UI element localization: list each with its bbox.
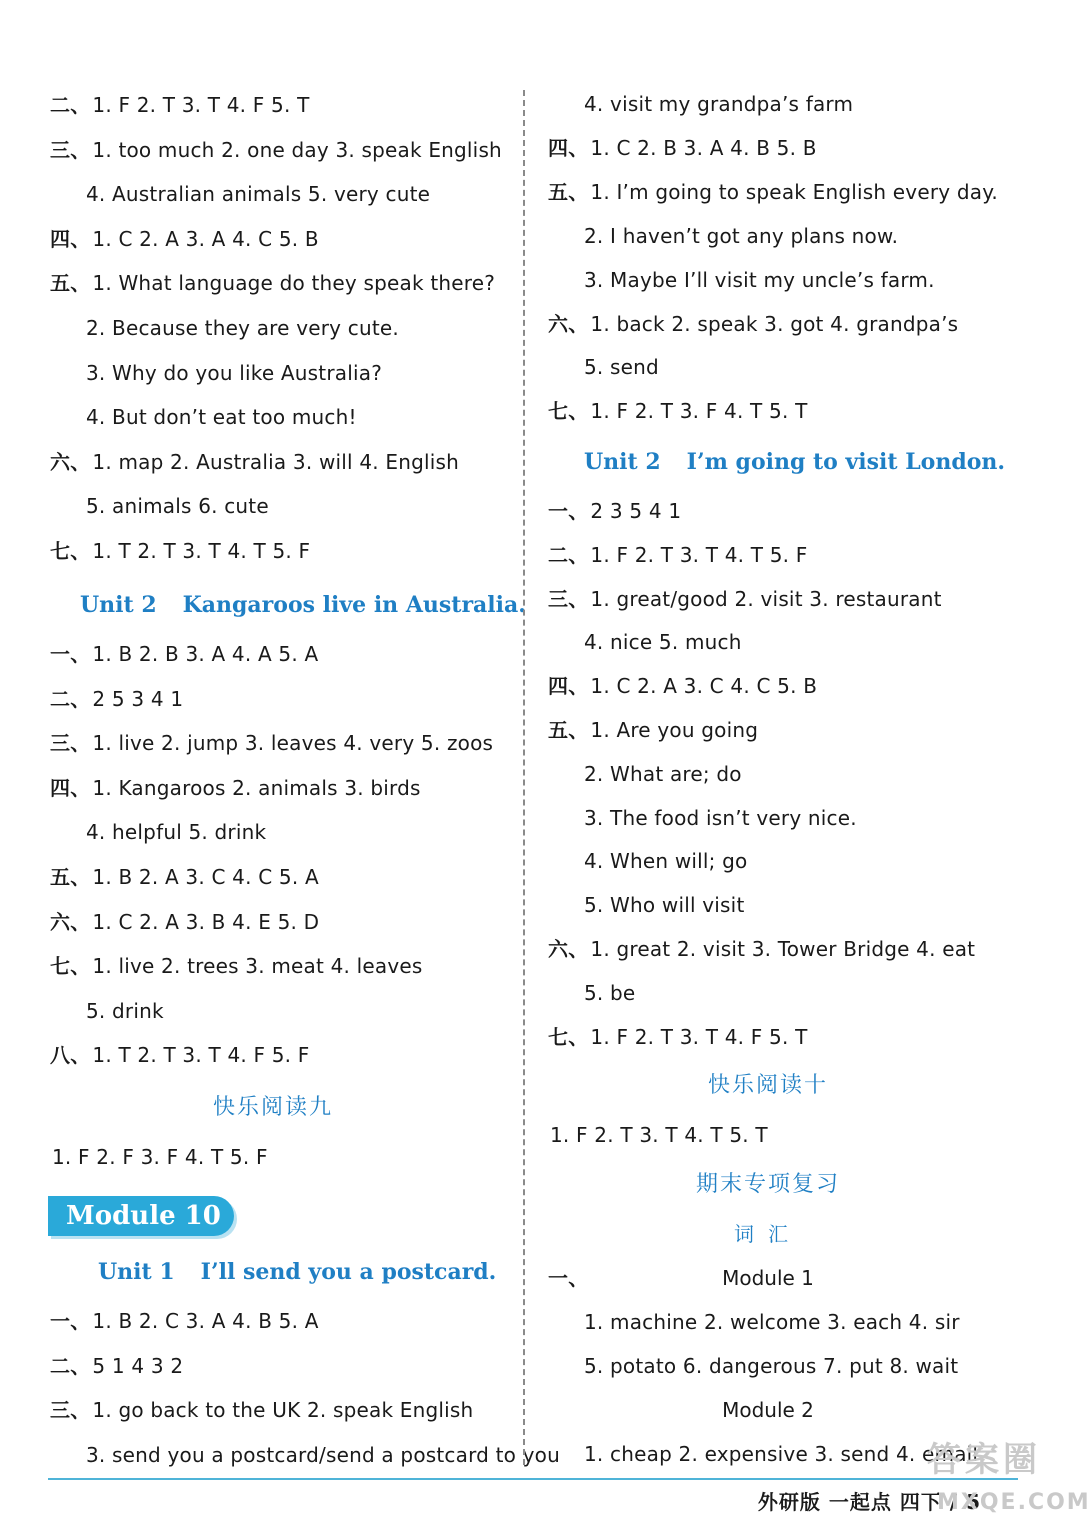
answer-line [582, 757, 742, 791]
answer-line [582, 801, 857, 835]
question-number: 六、 [50, 449, 91, 474]
column-divider [523, 90, 525, 1465]
unit-title: I’m going to visit London. [686, 449, 1006, 475]
answer-line [582, 350, 659, 384]
answer-text: 3. Why do you like Australia? [86, 360, 383, 385]
answer-line [548, 131, 817, 165]
answer-text: 3. send you a postcard/send a postcard to you [86, 1442, 560, 1467]
answer-text: 1. F 2. T 3. T 4. T 5. F [590, 542, 808, 567]
question-number: 二、 [548, 542, 589, 567]
module-label: Module 2 [722, 1398, 814, 1422]
review-title: 期末专项复习 [695, 1172, 840, 1197]
answer-line [50, 1038, 310, 1072]
answer-text: 1. C 2. B 3. A 4. B 5. B [590, 135, 817, 160]
answer-line [50, 1393, 473, 1427]
reading-title: 快乐阅读十 [707, 1073, 828, 1098]
answer-line [582, 844, 747, 878]
question-number: 四、 [50, 775, 91, 800]
question-number: 五、 [548, 179, 589, 204]
footer-text: 外研版 一起点 四下 / 5 [757, 1490, 981, 1514]
answer-line [50, 637, 318, 671]
answer-text: 1. C 2. A 3. B 4. E 5. D [92, 909, 320, 934]
reading-title: 快乐阅读九 [212, 1095, 333, 1120]
question-number: 五、 [50, 271, 91, 296]
answer-line [50, 266, 495, 300]
answer-line [582, 219, 898, 253]
answer-line [50, 1140, 268, 1174]
answer-line [50, 1349, 183, 1383]
answer-line [50, 88, 310, 122]
answer-text: 1. back 2. speak 3. got 4. grandpa’s [590, 311, 959, 336]
answer-text: 4. visit my grandpa’s farm [584, 92, 854, 116]
answer-text: 4. nice 5. much [584, 630, 742, 655]
answer-line [548, 538, 808, 572]
answer-text: 1. Are you going [590, 718, 759, 742]
question-number: 三、 [548, 586, 589, 611]
question-number: 一、 [50, 642, 91, 666]
answer-line [582, 888, 744, 922]
answer-text: 1. B 2. B 3. A 4. A 5. A [92, 642, 319, 666]
answer-line [50, 445, 459, 479]
unit-label: Unit 1 [98, 1259, 175, 1285]
answer-text: 4. When will; go [584, 849, 748, 874]
unit-title: I’ll send you a postcard. [200, 1259, 497, 1285]
answer-text: 5. potato 6. dangerous 7. put 8. wait [584, 1354, 959, 1378]
answer-line [548, 713, 758, 747]
answer-line [50, 1304, 319, 1338]
unit-heading [584, 442, 1005, 482]
question-number: 一、 [50, 1309, 91, 1333]
watermark-url: MXQE.COM [937, 1490, 1091, 1515]
question-number: 三、 [50, 137, 91, 162]
answer-line [50, 682, 183, 716]
answer-text: 1. live 2. trees 3. meat 4. leaves [92, 954, 423, 979]
watermark-logo [907, 1432, 1091, 1532]
answer-line [50, 860, 319, 894]
answer-line [84, 400, 357, 434]
answer-text: 1. I’m going to speak English every day. [590, 179, 998, 204]
answer-text: 3. The food isn’t very nice. [584, 805, 857, 830]
answer-text: 2. Because they are very cute. [86, 316, 399, 340]
question-number: 四、 [50, 226, 91, 251]
answer-text: 4. Australian animals 5. very cute [86, 182, 431, 207]
answer-line [50, 726, 493, 760]
vocab-title: 词汇 [734, 1222, 802, 1246]
question-number: 二、 [50, 1353, 91, 1378]
answer-line [582, 263, 935, 297]
unit-title: Kangaroos live in Australia. [182, 592, 526, 618]
answer-text: 1. B 2. A 3. C 4. C 5. A [92, 865, 319, 889]
answer-text: 5. drink [86, 998, 164, 1023]
answer-text: 1. What language do they speak there? [92, 271, 496, 296]
answer-text: 5. animals 6. cute [86, 494, 269, 519]
answer-line [50, 771, 421, 805]
question-number: 二、 [50, 93, 91, 117]
answer-line [84, 177, 430, 211]
module-badge: Module 10 [48, 1196, 234, 1236]
answer-text: 1. cheap 2. expensive 3. send 4. email [584, 1442, 979, 1466]
answer-line [84, 1438, 560, 1472]
watermark-text: 答案圈 [927, 1440, 1041, 1480]
unit-label: Unit 2 [80, 592, 157, 618]
answer-text: 2. What are; do [584, 761, 742, 786]
unit-heading [98, 1252, 496, 1292]
answer-text: 1. B 2. C 3. A 4. B 5. A [92, 1309, 319, 1333]
answer-line [548, 175, 998, 209]
answer-text: 1. F 2. T 3. T 4. F 5. T [92, 93, 310, 117]
answer-text: 5 1 4 3 2 [92, 1353, 184, 1378]
answer-text: 1. T 2. T 3. T 4. T 5. F [92, 539, 311, 563]
answer-text: 2 5 3 4 1 [92, 686, 184, 711]
answer-line [582, 625, 742, 659]
question-number: 五、 [548, 718, 589, 742]
question-number: 四、 [548, 674, 589, 699]
question-number: 一、 [548, 499, 589, 523]
answer-line [582, 1349, 958, 1383]
question-number: 七、 [50, 954, 91, 979]
answer-text: 5. be [584, 980, 636, 1005]
question-number: 七、 [548, 1024, 589, 1049]
answer-text: 1. too much 2. one day 3. speak English [92, 137, 502, 162]
answer-text: 1. T 2. T 3. T 4. F 5. F [92, 1043, 310, 1068]
module-label: Module 1 [722, 1266, 814, 1290]
answer-line [548, 669, 817, 703]
question-number: 五、 [50, 865, 91, 889]
answer-text: 1. machine 2. welcome 3. each 4. sir [584, 1310, 960, 1334]
answer-text: 1. C 2. A 3. A 4. C 5. B [92, 226, 319, 251]
answer-line [84, 311, 399, 345]
answer-text: 1. great/good 2. visit 3. restaurant [590, 586, 942, 611]
answer-line [548, 307, 958, 341]
answer-text: 1. great 2. visit 3. Tower Bridge 4. eat [590, 937, 976, 961]
question-number: 六、 [548, 937, 589, 961]
question-number: 二、 [50, 686, 91, 711]
reading-answers: 1. F 2. F 3. F 4. T 5. F [52, 1145, 268, 1169]
answer-line [582, 1305, 960, 1339]
question-number: 一、 [548, 1266, 589, 1290]
unit-heading [80, 585, 526, 625]
footer-rule [48, 1478, 1018, 1480]
answer-line [50, 222, 319, 256]
answer-text: 1. map 2. Australia 3. will 4. English [92, 449, 459, 474]
answer-text: 5. send [584, 355, 659, 380]
answer-line [582, 87, 853, 121]
answer-line [84, 815, 266, 849]
answer-text: 1. C 2. A 3. C 4. C 5. B [590, 674, 818, 699]
answer-text: 4. But don’t eat too much! [86, 405, 357, 430]
reading-answers: 1. F 2. T 3. T 4. T 5. T [550, 1123, 768, 1147]
answer-text: 4. helpful 5. drink [86, 820, 267, 845]
answer-text: 1. go back to the UK 2. speak English [92, 1398, 474, 1423]
answer-text: 3. Maybe I’ll visit my uncle’s farm. [584, 267, 935, 292]
answer-line [84, 356, 382, 390]
question-number: 七、 [548, 399, 589, 424]
unit-label: Unit 2 [584, 449, 661, 475]
question-number: 六、 [50, 909, 91, 934]
answer-line [548, 1118, 768, 1152]
answer-text: 5. Who will visit [584, 893, 745, 918]
answer-line [548, 932, 975, 966]
answer-text: 2 3 5 4 1 [590, 499, 682, 523]
answer-text: 1. Kangaroos 2. animals 3. birds [92, 775, 421, 800]
question-number: 四、 [548, 135, 589, 160]
answer-text: 1. F 2. T 3. T 4. F 5. T [590, 1024, 808, 1049]
answer-text: 1. F 2. T 3. F 4. T 5. T [590, 399, 808, 424]
question-number: 三、 [50, 1398, 91, 1423]
answer-line [50, 534, 310, 568]
question-number: 八、 [50, 1043, 91, 1068]
answer-line [50, 949, 423, 983]
answer-line [548, 1020, 808, 1054]
answer-text: 2. I haven’t got any plans now. [584, 223, 899, 248]
answer-line [548, 394, 808, 428]
answer-line [50, 905, 319, 939]
answer-line [548, 582, 942, 616]
question-number: 七、 [50, 539, 91, 563]
answer-line [50, 133, 502, 167]
answer-line [84, 994, 164, 1028]
answer-line [582, 976, 635, 1010]
question-number: 三、 [50, 731, 91, 756]
question-number: 六、 [548, 311, 589, 336]
answer-text: 1. live 2. jump 3. leaves 4. very 5. zoos [92, 731, 494, 756]
answer-line [84, 489, 269, 523]
answer-line [548, 494, 681, 528]
